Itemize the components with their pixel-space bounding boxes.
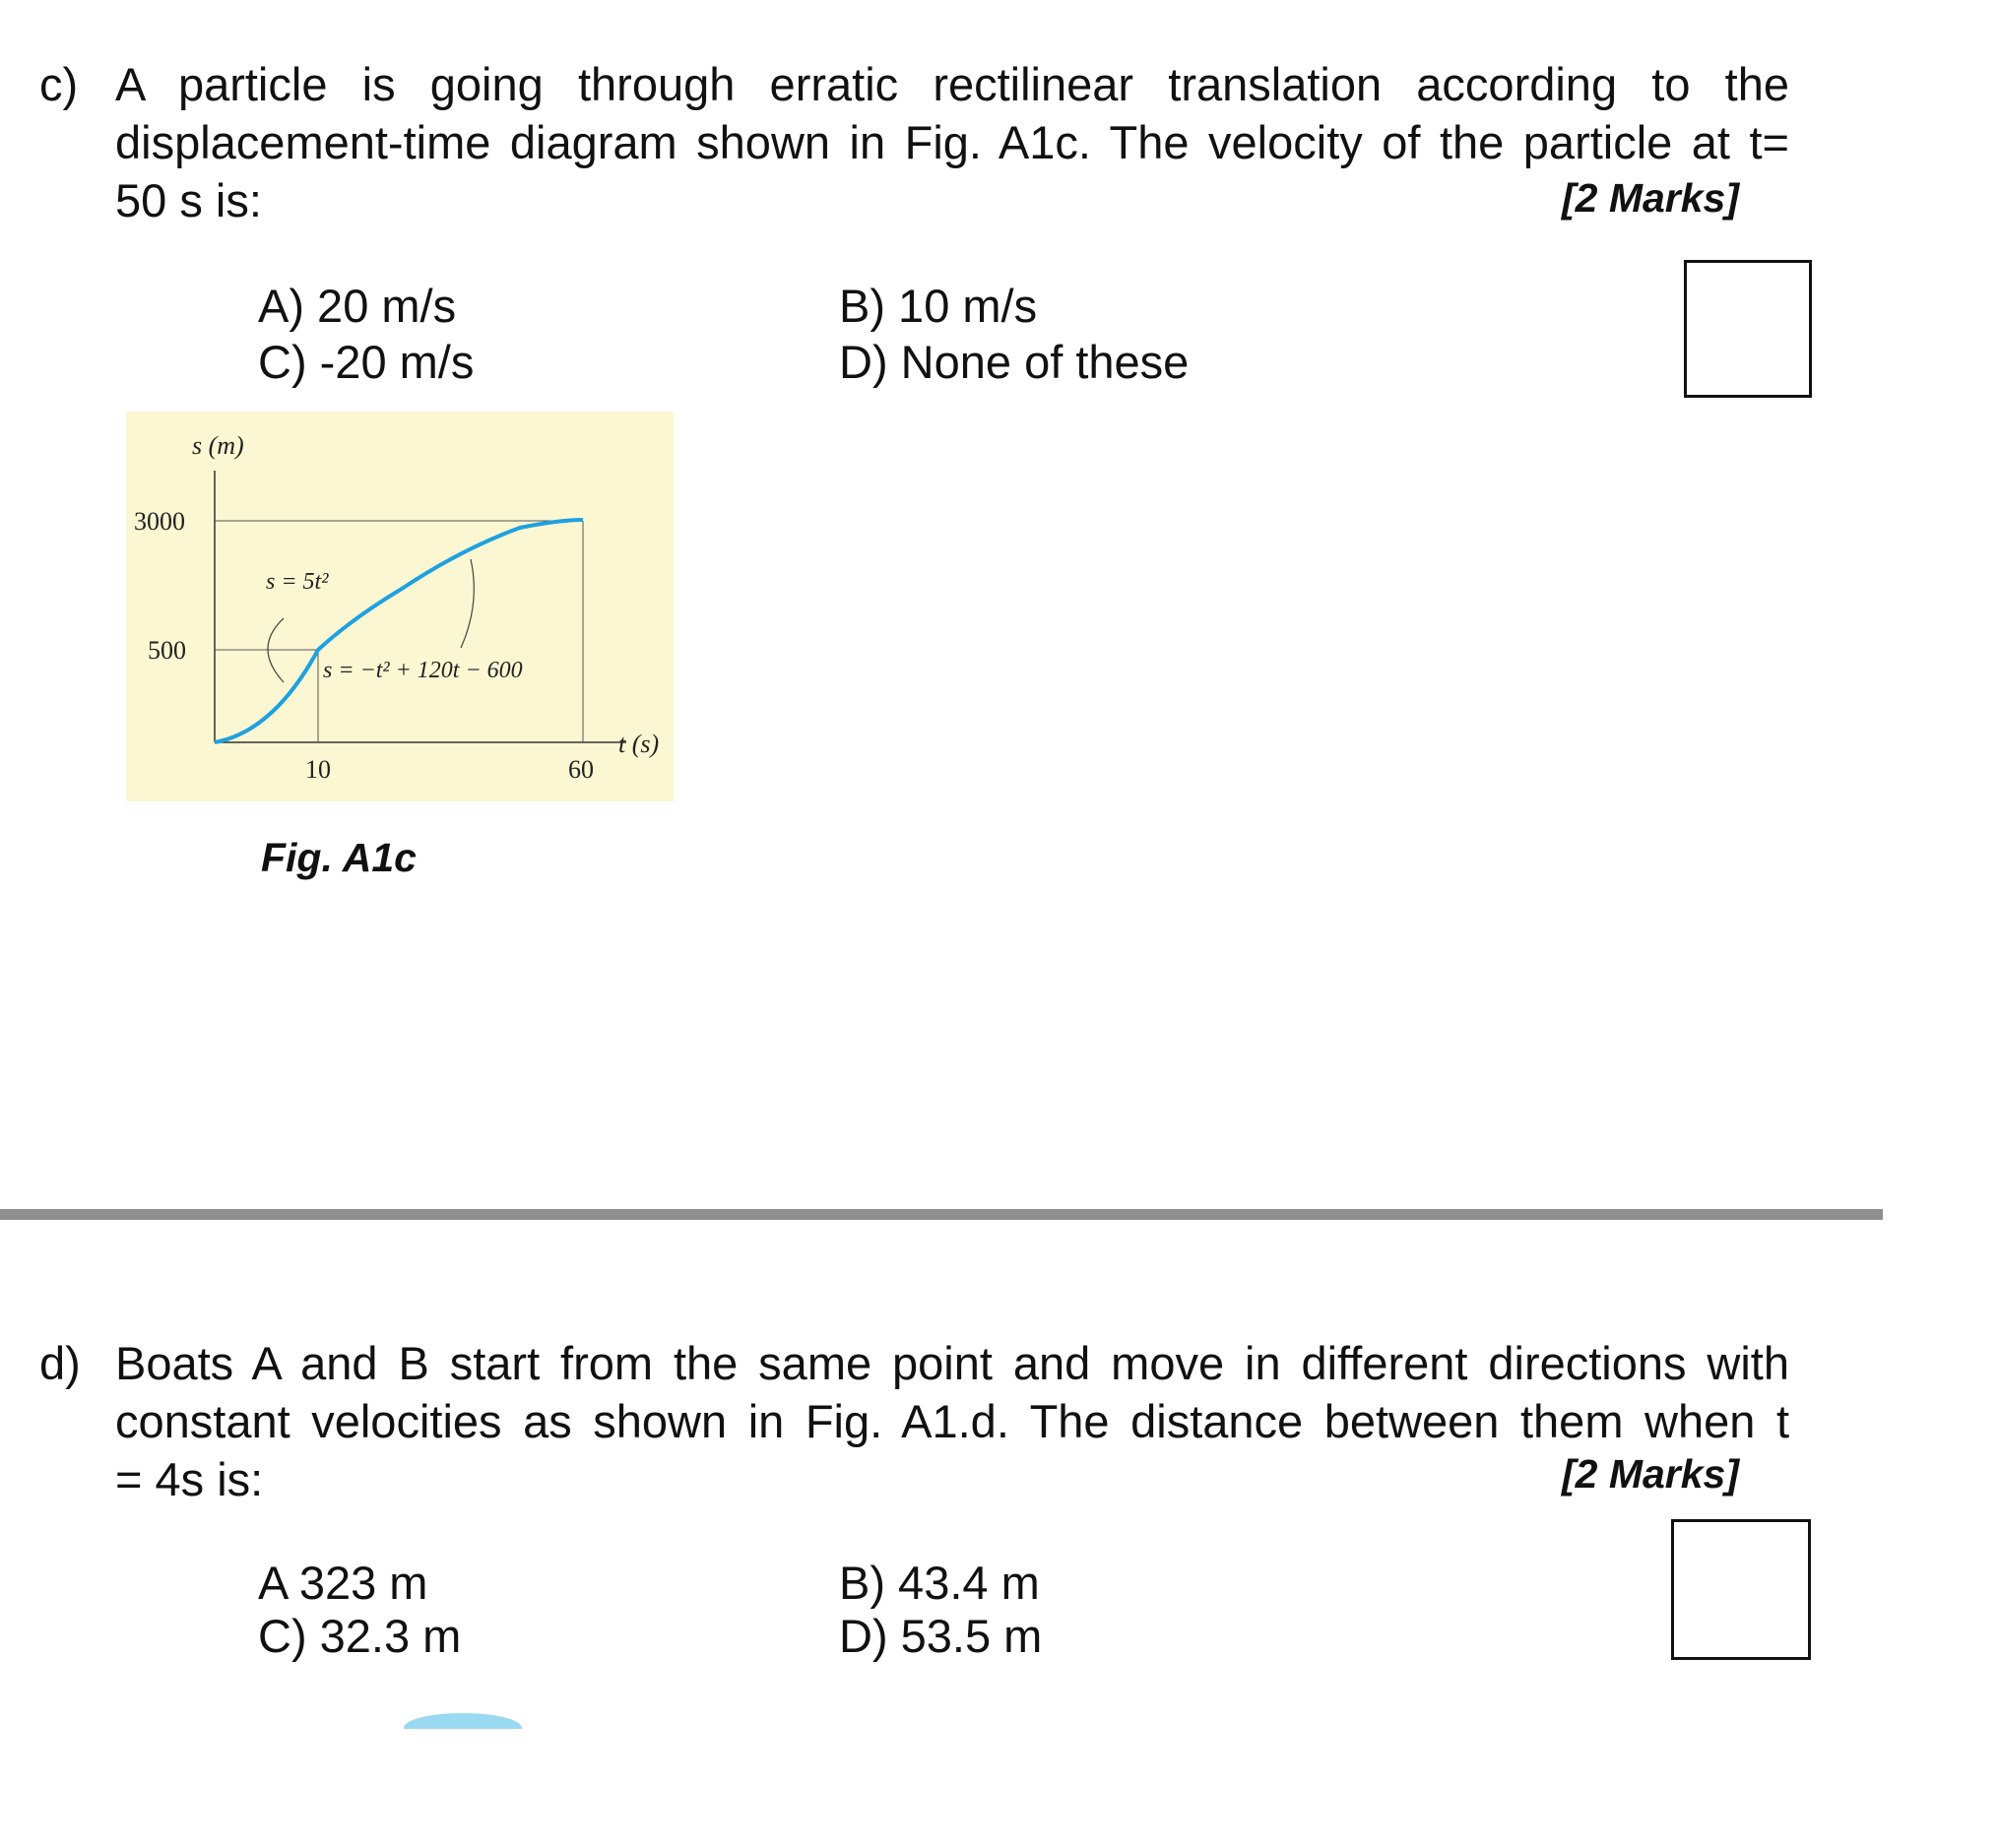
cut-off-figure-fragment — [404, 1713, 522, 1729]
question-d-option-c[interactable]: C) 32.3 m — [258, 1610, 462, 1662]
question-d-label: d) — [39, 1337, 81, 1389]
x-tick-10: 10 — [305, 755, 331, 784]
question-c-text — [115, 55, 1789, 229]
question-c-option-c[interactable]: C) -20 m/s — [258, 336, 475, 388]
question-c-answer-box[interactable] — [1684, 260, 1812, 398]
question-d-line1: Boats A and B start from the same point and move in different directions with — [115, 1337, 1789, 1389]
question-c-option-a[interactable]: A) 20 m/s — [258, 280, 457, 332]
figure-a1c-caption: Fig. A1c — [261, 835, 417, 880]
y-tick-500: 500 — [148, 636, 186, 665]
question-d-line3: = 4s is: — [115, 1453, 264, 1505]
x-tick-60: 60 — [568, 755, 594, 784]
question-d-option-b[interactable]: B) 43.4 m — [839, 1557, 1040, 1609]
question-d-option-d[interactable]: D) 53.5 m — [839, 1610, 1043, 1662]
section-divider — [0, 1209, 1883, 1220]
question-d-line2: constant velocities as shown in Fig. A1.d. The distance between them when t — [115, 1395, 1789, 1447]
question-d-text — [115, 1334, 1789, 1508]
figure-a1c-panel — [126, 412, 674, 801]
eq2-label: s = −t² + 120t − 600 — [323, 658, 523, 683]
displacement-time-graph — [126, 412, 674, 801]
question-c-option-b[interactable]: B) 10 m/s — [839, 280, 1038, 332]
question-d-marks: [2 Marks] — [1562, 1451, 1740, 1497]
eq1-label: s = 5t² — [266, 569, 329, 595]
question-c-option-d[interactable]: D) None of these — [839, 336, 1190, 388]
displacement-curve — [215, 520, 583, 742]
y-axis-label: s (m) — [192, 431, 244, 460]
question-c-line2: displacement-time diagram shown in Fig. A1c. The velocity of the particle at t= — [115, 116, 1789, 168]
question-c-label: c) — [39, 58, 79, 110]
question-d-answer-box[interactable] — [1671, 1519, 1811, 1660]
x-axis-label: t (s) — [618, 730, 660, 758]
y-tick-3000: 3000 — [134, 507, 185, 536]
eq2-bracket — [461, 559, 474, 648]
question-c-line3: 50 s is: — [115, 174, 262, 226]
question-c-marks: [2 Marks] — [1562, 175, 1740, 221]
question-d-option-a[interactable]: A 323 m — [258, 1557, 428, 1609]
question-c-line1: A particle is going through erratic rectilinear translation according to the — [115, 58, 1789, 110]
